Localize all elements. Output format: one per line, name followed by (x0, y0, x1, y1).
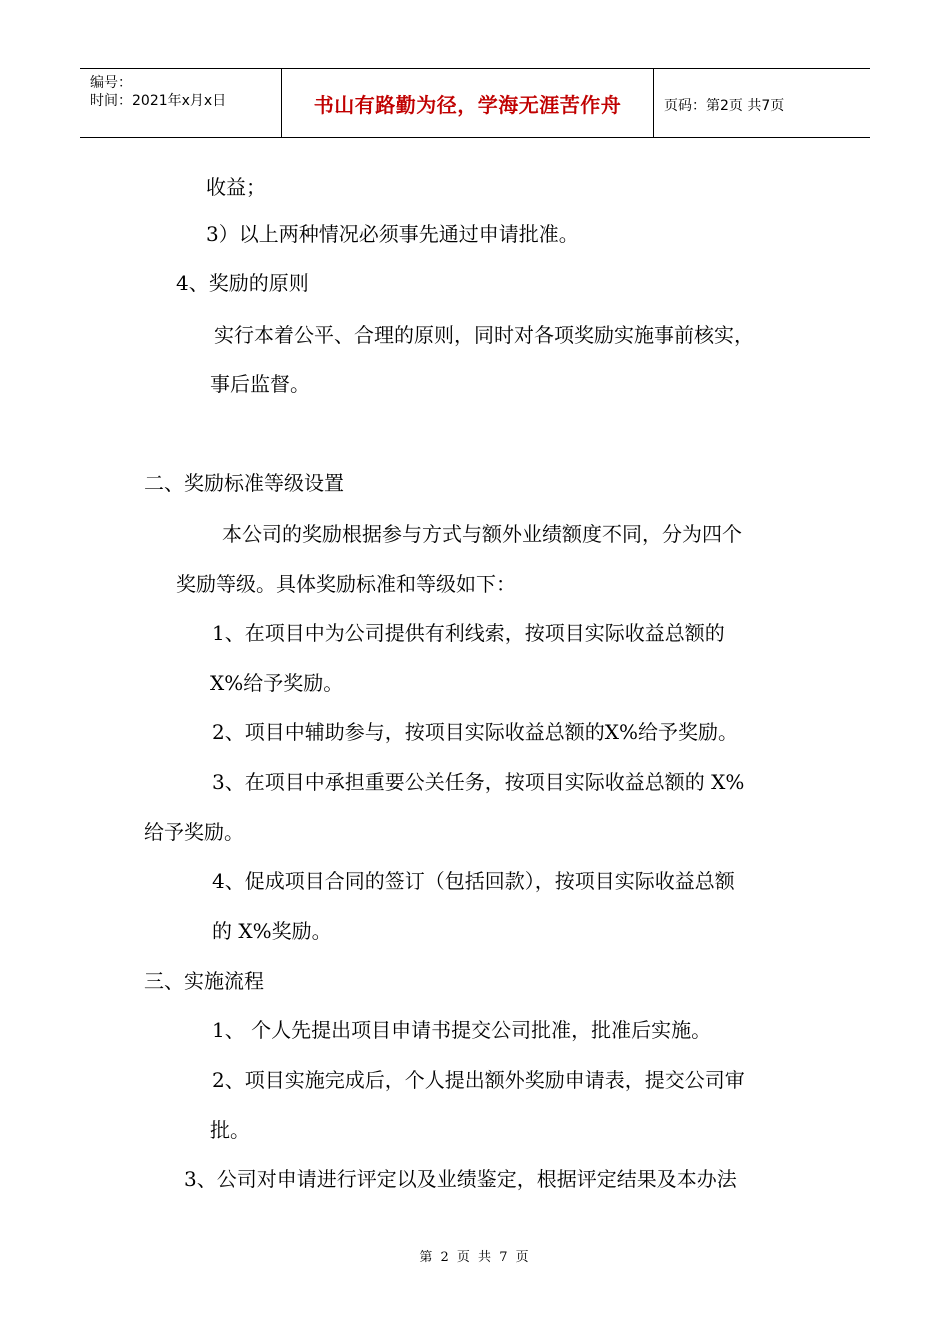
body-line: 的 X%奖励。 (212, 919, 332, 943)
header-meta (90, 74, 226, 110)
body-line: 2、项目实施完成后，个人提出额外奖励申请表，提交公司审 (212, 1068, 745, 1092)
body-line: 实行本着公平、合理的原则，同时对各项奖励实施事前核实， (214, 323, 754, 347)
page-footer: 第 2 页 共 7 页 (419, 1250, 531, 1265)
header-divider (653, 69, 654, 137)
section-heading: 4、奖励的原则 (176, 271, 309, 295)
page-header (80, 68, 870, 138)
body-line: 批。 (210, 1118, 250, 1142)
body-line: 3、在项目中承担重要公关任务，按项目实际收益总额的 X% (212, 770, 745, 794)
body-line: 1、 个人先提出项目申请书提交公司批准，批准后实施。 (212, 1018, 712, 1042)
body-line: 1、在项目中为公司提供有利线索，按项目实际收益总额的 (212, 621, 725, 645)
body-line: X%给予奖励。 (210, 671, 344, 695)
section-heading: 三、实施流程 (144, 969, 264, 993)
body-line: 收益； (206, 175, 266, 199)
header-page-info: 页码：第2页 共7页 (664, 98, 785, 114)
body-line: 3）以上两种情况必须事先通过申请批准。 (206, 222, 579, 246)
header-motto: 书山有路勤为径，学海无涯苦作舟 (313, 93, 622, 117)
body-line: 奖励等级。具体奖励标准和等级如下： (176, 572, 516, 596)
section-heading: 二、奖励标准等级设置 (144, 471, 344, 495)
body-line: 2、项目中辅助参与，按项目实际收益总额的X%给予奖励。 (212, 720, 738, 744)
number-label: 编号： (90, 75, 132, 91)
body-line: 给予奖励。 (144, 820, 244, 844)
body-line: 事后监督。 (210, 372, 310, 396)
body-line: 4、促成项目合同的签订（包括回款），按项目实际收益总额 (212, 869, 735, 893)
body-line: 本公司的奖励根据参与方式与额外业绩额度不同，分为四个 (222, 522, 742, 546)
time-label: 时间：2021年x月x日 (90, 93, 227, 109)
body-line: 3、公司对申请进行评定以及业绩鉴定，根据评定结果及本办法 (184, 1167, 737, 1191)
